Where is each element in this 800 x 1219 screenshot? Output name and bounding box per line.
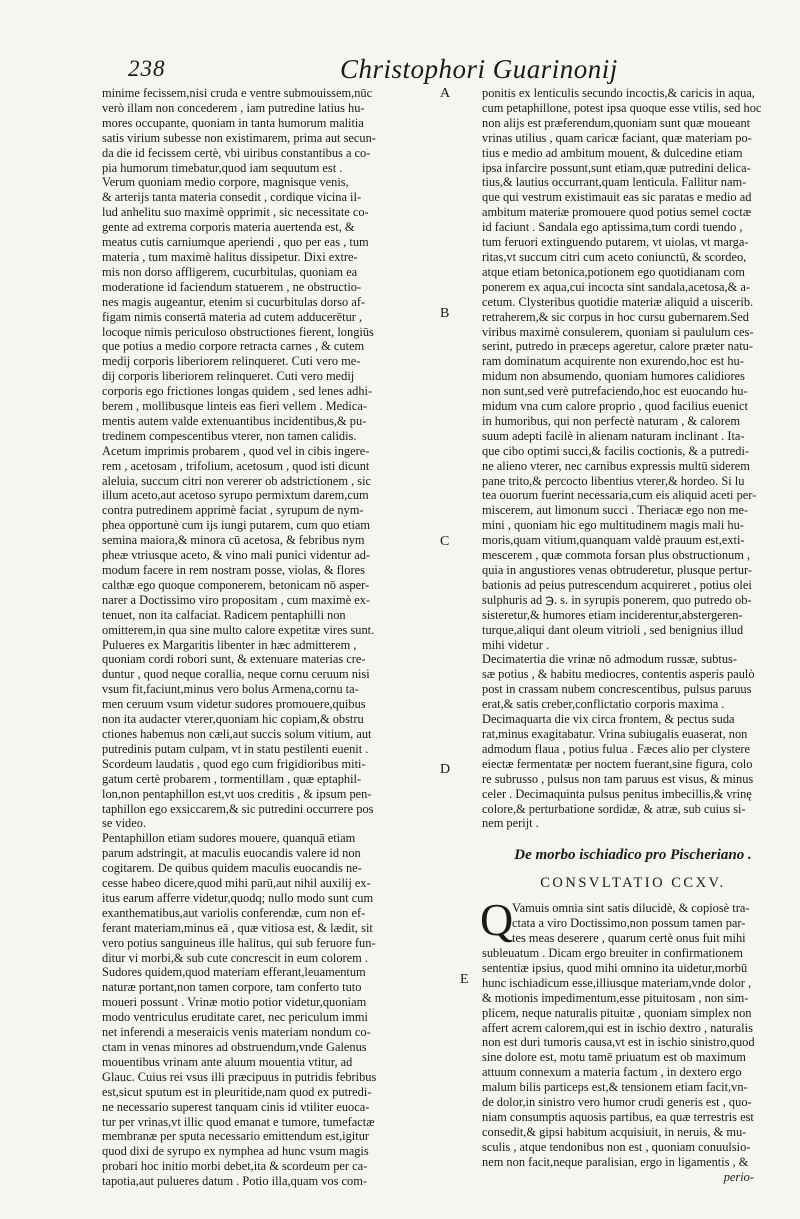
text-line: tur per vrinas,vt illic quod emanat e tumore, tumefactæ bbox=[102, 1114, 375, 1129]
text-line: taphillon ego exsiccarem,& sic putredini occurrere pos bbox=[102, 801, 374, 816]
text-line: malum bilis particeps est,& tensionem etiam facit,vn- bbox=[482, 1080, 748, 1095]
text-line: que potius a medio corpore retracta carnes , & cutem bbox=[102, 339, 365, 354]
text-line: putredinis putam culpam, vt in statu pestilenti euenit . bbox=[102, 741, 369, 756]
margin-letter-a: A bbox=[440, 86, 451, 101]
text-line: tredinem compescentibus vterer, non tamen calidis. bbox=[102, 428, 357, 443]
text-line: cesse habeo dicere,quod mihi parū,aut nihil auxilij ex- bbox=[102, 876, 371, 891]
margin-letter-c: C bbox=[440, 534, 450, 549]
text-line: membranæ per sputa necessario emittendum est,igitur bbox=[102, 1129, 370, 1144]
text-line: semina maiora,& minora cū acetosa, & febribus nym bbox=[102, 533, 365, 548]
text-line: de dolor,in sinistro vero humor crudi generis est , quo- bbox=[482, 1095, 752, 1110]
text-line: tius e medio ad ambitum mouent, & dulcedine etiam bbox=[482, 145, 743, 160]
text-line: sæ potius , & habitu mediocres, contentis asperis paulò bbox=[482, 667, 755, 682]
text-line: consedit,& gipsi habitum acquisiuit, in neruis, & mu- bbox=[482, 1124, 747, 1139]
text-line: cogitarem. De quibus quidem maculis euocandis ne- bbox=[102, 861, 362, 876]
right-column bbox=[482, 86, 784, 1185]
text-line: mentis autem valde extenuantibus incidentibus,& pu- bbox=[102, 413, 367, 428]
text-line: Sudores quidem,quod materiam efferant,leuamentum bbox=[102, 965, 366, 980]
text-line: naturæ portant,non tamen corpore, tam conferto tuto bbox=[102, 980, 362, 995]
text-line: post in crassam nubem concrescentibus, pulsus paruus bbox=[482, 682, 752, 697]
text-line: que cibo optimi succi,& facilis coctionis, & a putredi- bbox=[482, 443, 750, 458]
text-line: duntur , quod neque corallia, neque cornu ceruum nisi bbox=[102, 667, 370, 682]
text-line: aleluia, succum citri non vererer ob adstrictionem , sic bbox=[102, 473, 372, 488]
text-line: medij corporis liberiorem relinqueret. Cuti vero me- bbox=[102, 354, 361, 369]
text-line: net inferendi a meseraicis venis materiam nondum co- bbox=[102, 1025, 371, 1040]
text-line: ferant materiam,minus eā , quæ vitiosa est, & lædit, sit bbox=[102, 920, 373, 935]
text-line: retraherem,& sic corpus in hoc cursu gubernarem.Sed bbox=[482, 309, 749, 324]
text-line: ponerem ex aqua,cui incocta sint sandala,acetosa,& a- bbox=[482, 279, 751, 294]
text-line: moris,quam vitium,quanquam valdè prauum est,exti- bbox=[482, 533, 745, 548]
text-line: mini , quoniam hic ego multitudinem magis mali hu- bbox=[482, 518, 744, 533]
text-line: tum feruori extinguendo putarem, vt uiolas, vt marga- bbox=[482, 235, 749, 250]
text-line: viribus maximè consulerem, quoniam si paululum ces- bbox=[482, 324, 754, 339]
paragraph bbox=[482, 652, 784, 712]
page-header bbox=[0, 52, 800, 86]
text-line: re subrusso , pulsus non tam paruus est visus, & minus bbox=[482, 771, 754, 786]
text-line: & arterijs tanta materia consedit , cordique vicina il- bbox=[102, 190, 362, 205]
text-line: mihi videtur . bbox=[482, 637, 550, 652]
text-line: subleuatum . Dicam ergo breuiter in confirmationem bbox=[482, 946, 743, 961]
text-line: Pentaphillon etiam sudores mouere, quanquā etiam bbox=[102, 831, 356, 846]
paragraph bbox=[102, 175, 435, 443]
text-line: quod dixi de syrupo ex nymphea ad hunc vsum magis bbox=[102, 1144, 369, 1159]
text-line: phea opportunè cum ijs iungi putarem, cum quo etiam bbox=[102, 518, 371, 533]
text-line: ipsa infarcire possunt,sunt etiam,quæ putredini delica- bbox=[482, 160, 751, 175]
text-line: serint, putredo in præceps ageretur, calore præter natu- bbox=[482, 339, 753, 354]
text-line: quia in angustiores venas obtruderetur, plusque pertur- bbox=[482, 563, 753, 577]
text-line: corporis ego frictiones longas quidem , sed lenes adhi- bbox=[102, 384, 373, 399]
text-line: ctiones habemus non cæli,aut succis solum vitium, aut bbox=[102, 726, 372, 741]
text-line: nes magis augeantur, etenim si cucurbitulas dorso af- bbox=[102, 294, 366, 309]
margin-letter-d: D bbox=[440, 762, 451, 777]
text-line: quoniam cordi robori sunt, & extenuare materias cre- bbox=[102, 652, 366, 667]
text-line: ne alieno vterer, nec carnibus expressis multū siderem bbox=[482, 458, 750, 473]
paragraph bbox=[102, 444, 435, 832]
text-line: gatum certè probarem , tormentillam , quæ eptaphil- bbox=[102, 771, 362, 786]
text-line: midum vna cum calore proprio , quod facilius euenict bbox=[482, 399, 748, 414]
catchword: perio- bbox=[723, 1169, 754, 1184]
text-line: omitterem,in qua sine multo calore expetitæ vires sunt. bbox=[102, 622, 375, 637]
text-line: ne necessario superest tanquam cinis id vtiliter euoca- bbox=[102, 1099, 370, 1114]
text-line: suum adepti facilè in alienam naturam inclinant . Ita- bbox=[482, 428, 745, 443]
text-line: calthæ ego quoque componerem, betonicam nō asper- bbox=[102, 577, 370, 592]
text-line: materia , tum maximè halitus dissipetur. Dixi extre- bbox=[102, 249, 358, 264]
text-line: rem , acetosam , trifolium, acetosum , quod isti dicunt bbox=[102, 458, 370, 473]
text-line: men ceruum vsum videtur sudores promouere,quibus bbox=[102, 697, 366, 712]
text-line: sulphuris ad ℈. s. in syrupis ponerem, quo putredo ob- bbox=[482, 592, 752, 607]
text-line: narer a Doctissimo viro propositam , cum maximè ex- bbox=[102, 592, 371, 607]
text-line: tapotia,aut pulueres datum . Potio illa,quam vos com- bbox=[102, 1174, 367, 1189]
page-number: 238 bbox=[128, 56, 166, 81]
text-line: satis virium subesse non existimarem, prima aut secun- bbox=[102, 130, 376, 145]
text-line: non est duri tumoris causa,vt est in ischio sinistro,quod bbox=[482, 1035, 755, 1050]
text-line: celer . Decimaquinta pulsus penitus imbecillis,& vrinę bbox=[482, 786, 752, 801]
text-line: tes meas deserere , quarum certè onus fuit mihi bbox=[512, 931, 746, 946]
running-head: Christophori Guarinonij bbox=[340, 54, 618, 84]
text-line: Vamuis omnia sint satis dilucidè, & copiosè tra- bbox=[512, 901, 750, 916]
text-line: non ita audacter vterer,quoniam hic copiam,& obstru bbox=[102, 712, 364, 727]
text-line: midum non absumendo, quoniam humores calidiores bbox=[482, 369, 745, 384]
text-line: nem perijt . bbox=[482, 816, 539, 831]
text-line: ram dominatum acquirente non exurendo,hoc est hu- bbox=[482, 354, 744, 369]
text-line: Scordeum laudatis , quod ego cum frigidioribus miti- bbox=[102, 756, 366, 771]
text-line: probari hoc initio morbi debet,ita & scordeum per ca- bbox=[102, 1159, 368, 1174]
text-line: tenuet, non ita calfaciat. Radicem pentaphilli non bbox=[102, 607, 346, 622]
text-line: vrinas utilius , quam caricæ faciant, quæ materiam po- bbox=[482, 130, 752, 145]
paragraph bbox=[482, 86, 784, 652]
drop-cap: Q bbox=[480, 894, 514, 946]
text-line: atque etiam betonica,potionem ego quotidianam com bbox=[482, 264, 745, 279]
text-line: itus earum afferre videtur,quodq; nullo modo sunt cum bbox=[102, 890, 374, 905]
text-line: locoque nimis periculoso obstructiones fierent, longiūs bbox=[102, 324, 374, 339]
text-line: ctata a viro Doctissimo,non possum tamen par- bbox=[512, 916, 746, 931]
text-line: parum adstringit, at maculis euocandis valere id non bbox=[102, 846, 361, 861]
text-line: erat,& satis creber,conflictatio corporis maxima . bbox=[482, 697, 725, 712]
text-line: sculis , atque tendonibus non est , quoniam conuulsio- bbox=[482, 1139, 751, 1154]
text-line: da die id fecissem certè, vbi uiribus constantibus a co- bbox=[102, 145, 371, 160]
text-line: moderatione id faciendum statuerem , ne obstructio- bbox=[102, 279, 362, 294]
text-line: cetum. Clysteribus quotidie materiæ aliquid a uiscerib. bbox=[482, 294, 754, 309]
text-line: moueri possunt . Vrinæ motio potior videtur,quoniam bbox=[102, 995, 367, 1010]
text-line: se video. bbox=[102, 816, 147, 831]
text-line: mouentibus vrinam ante aluum mouentia vtitur, ad bbox=[102, 1054, 353, 1069]
text-line: exanthematibus,aut variolis conferendæ, cum non ef- bbox=[102, 905, 366, 920]
margin-letter-b: B bbox=[440, 306, 450, 321]
text-line: figam nimis consertā materia ad cutem adducerētur , bbox=[102, 309, 363, 324]
text-line: colore,& perturbatione sordidæ, & atræ, sub cuius si- bbox=[482, 801, 746, 816]
text-line: Glauc. Cuius rei vsus illi præcipuus in putridis febribus bbox=[102, 1069, 377, 1084]
text-line: ctam in venas minores ad obstruendum,vnde Galenus bbox=[102, 1040, 367, 1054]
text-line: ambitum materiæ promouere quod potius semel coctæ bbox=[482, 205, 752, 220]
text-line: mescerem , quæ commota forsan plus obstructionum , bbox=[482, 548, 751, 563]
text-line: nem non facit,neque paralisian, ergo in ligamentis , & bbox=[482, 1154, 749, 1169]
text-line: in humoribus, qui non perfectè naturam , & calorem bbox=[482, 413, 741, 428]
text-line: mis non dorso affligerem, cucurbitulas, quoniam ea bbox=[102, 264, 358, 279]
text-line: meatus cutis carniumque aperiendi , quo per eas , tum bbox=[102, 235, 369, 250]
paragraph bbox=[102, 86, 435, 175]
text-line: non alijs est præferendum,quoniam sunt quæ moueant bbox=[482, 115, 751, 130]
text-line: Acetum imprimis probarem , quod vel in cibis ingere- bbox=[102, 443, 370, 458]
text-line: tea ouorum fuerint necessaria,cum eis aliquid aceti per- bbox=[482, 488, 757, 503]
text-line: rat,minus exagitabatur. Vrina subiugalis euaserat, non bbox=[482, 726, 748, 741]
text-line: attuum connexum a materia factum , in dextero ergo bbox=[482, 1065, 742, 1080]
text-line: sisteretur,& humores etiam inciderentur,abstergeren- bbox=[482, 607, 743, 622]
text-line: miscerem, aut limonum succi . Theriacæ ego non me- bbox=[482, 503, 749, 518]
text-line: affert acrem calorem,qui est in ischio dextro , naturalis bbox=[482, 1020, 753, 1035]
text-line: id faciunt . Sandala ego aptissima,tum cordi tuendo , bbox=[482, 220, 743, 235]
margin-letter-e: E bbox=[460, 972, 469, 987]
paragraph bbox=[102, 831, 435, 1189]
text-line: mores occupante, quoniam in tanta humorum malitia bbox=[102, 115, 364, 130]
text-line: lon,non pentaphillon est,vt uos creditis , & ipsum pen- bbox=[102, 786, 372, 801]
text-line: Decimatertia die vrinæ nō admodum russæ, subtus- bbox=[482, 652, 738, 667]
text-line: admodum flaua , potius fulua . Fæces alio per clystere bbox=[482, 741, 751, 756]
text-line: ritas,vt succum citri cum aceto coniunctū, & scordeo, bbox=[482, 249, 747, 264]
text-line: & motionis impedimentum,esse pituitosam , non sim- bbox=[482, 990, 749, 1005]
text-line: berem , mollibusque linteis eas fieri vellem . Medica- bbox=[102, 399, 367, 414]
text-line: verò illam non concederem , iam putredine latius hu- bbox=[102, 100, 365, 115]
text-line: minime fecissem,nisi cruda e ventre submouissem,nūc bbox=[102, 86, 373, 100]
text-line: contra putredinem apprimè faciat , syrupum de nym- bbox=[102, 503, 364, 518]
text-line: plicem, neque naturalis pituitæ , quoniam simplex non bbox=[482, 1005, 752, 1020]
text-line: niam consumptis aquosis partibus, ea quæ terrestris est bbox=[482, 1110, 754, 1124]
text-line: modo ventriculus eruditate caret, nec periculum immi bbox=[102, 1010, 368, 1025]
text-line: bationis ad peius putrescendum acquireret , potius olei bbox=[482, 577, 752, 592]
text-line: vero potius sanguineus ille halitus, qui sub feruore fun- bbox=[102, 935, 376, 950]
text-line: que qui vestrum existimauit eas sic paratas e medio ad bbox=[482, 190, 752, 205]
text-line: gente ad extrema corporis materia auertenda est, & bbox=[102, 220, 355, 235]
text-line: lud anhelitu suo maximè opprimit , sic necessitate co- bbox=[102, 205, 369, 220]
text-line: pane trito,& percocto libentius vterer,& hordeo. Si lu bbox=[482, 473, 745, 488]
paragraph bbox=[482, 712, 784, 831]
text-line: tius,& lautius occurrant,quam lenticula. Fallitur nam- bbox=[482, 175, 747, 190]
text-line: pheæ vtriusque aceto, & vino mali punici videntur ad- bbox=[102, 548, 371, 563]
section-title: De morbo ischiadico pro Pischeriano . bbox=[514, 847, 752, 864]
text-line: turque,aliqui dant oleum vitrioli , sed benignius illud bbox=[482, 622, 744, 637]
consultation-heading: CONSVLTATIO CCXV. bbox=[540, 875, 726, 892]
text-line: eiectæ fermentatæ per noctem fuerant,sine figura, colo bbox=[482, 756, 753, 771]
text-line: illum aceto,aut acetoso syrupo permixtum darem,cum bbox=[102, 488, 369, 503]
text-line: ditur vi morbi,& sub cute concrescit in eum colorem . bbox=[102, 950, 368, 965]
text-line: est,sicut sputum est in pleuritide,nam quod ex putredi- bbox=[102, 1084, 372, 1099]
text-line: modum facere in rem nostram posse, violas, & flores bbox=[102, 563, 365, 577]
text-line: sine dolore est, motu tamē priuatum est ob maximum bbox=[482, 1050, 746, 1065]
text-line: dij corporis liberiorem relinqueret. Cuti vero medij bbox=[102, 369, 355, 384]
text-line: non sunt,sed verè putrefaciendo,hoc est euocando hu- bbox=[482, 384, 748, 399]
text-line: cum petaphillone, potest ipsa quoque esse vtilis, sed hoc bbox=[482, 100, 762, 115]
consultation-paragraph bbox=[480, 894, 784, 1169]
text-line: ponitis ex lenticulis secundo incoctis,& caricis in aqua, bbox=[482, 86, 755, 100]
text-line: pia humorum timebatur,quod iam sequutum est . bbox=[102, 160, 343, 175]
text-line: Verum quoniam medio corpore, magnisque venis, bbox=[102, 175, 349, 190]
text-line: sententiæ ipsius, quod mihi omnino ita uidetur,morbū bbox=[482, 960, 748, 975]
text-line: hunc ischiadicum esse,illiusque materiam,vnde dolor , bbox=[482, 975, 752, 990]
text-line: vsum fit,faciunt,minus vero bolus Armena,cornu ta- bbox=[102, 682, 359, 697]
left-column bbox=[102, 86, 435, 1189]
text-line: Decimaquarta die vix circa frontem, & pectus suda bbox=[482, 712, 735, 727]
text-line: Pulueres ex Margaritis libenter in hæc admitterem , bbox=[102, 637, 357, 652]
